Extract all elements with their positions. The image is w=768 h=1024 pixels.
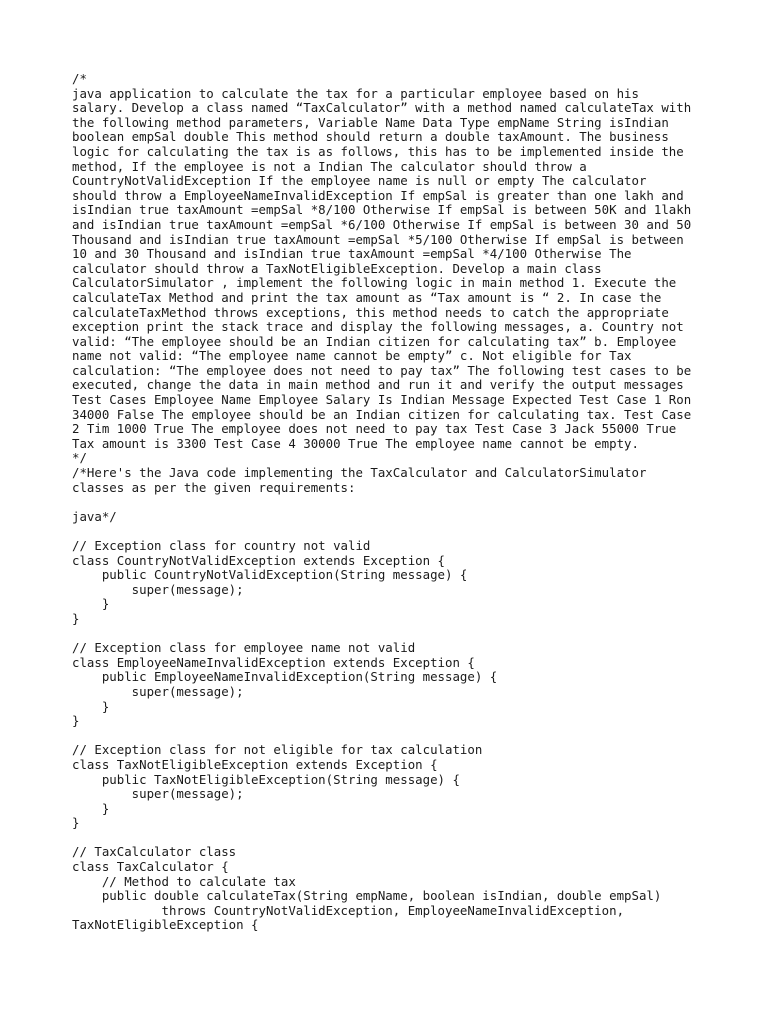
code-line: TaxNotEligibleException {	[72, 917, 259, 933]
code-line	[72, 831, 712, 846]
code-line: super(message);	[72, 581, 244, 597]
code-line: super(message);	[72, 786, 244, 802]
code-line: exception print the stack trace and display the following messages, a. Country not	[72, 319, 684, 335]
code-line: class CountryNotValidException extends Exception {	[72, 552, 445, 568]
code-line	[72, 524, 712, 539]
code-line: calculator should throw a TaxNotEligibleException. Develop a main class	[72, 260, 602, 276]
document-page	[72, 72, 712, 933]
code-line: /*	[72, 71, 87, 86]
code-line: }	[72, 800, 110, 816]
code-line: boolean empSal double This method should return a double taxAmount. The business	[72, 129, 669, 145]
code-line: class TaxCalculator {	[72, 859, 229, 875]
code-line	[72, 495, 712, 510]
code-line: // Exception class for employee name not valid	[72, 640, 416, 656]
code-line: // Exception class for country not valid	[72, 538, 371, 553]
code-line: method, If the employee is not a Indian The calculator should throw a	[72, 158, 587, 174]
code-line: calculation: “The employee does not need to pay tax” The following test cases to be	[72, 362, 692, 378]
code-line: 2 Tim 1000 True The employee does not need to pay tax Test Case 3 Jack 55000 True	[72, 421, 677, 437]
code-line: }	[72, 596, 110, 612]
code-line: */	[72, 450, 87, 466]
code-line: salary. Develop a class named “TaxCalculator” with a method named calculateTax with	[72, 100, 692, 116]
code-text-block	[72, 72, 712, 933]
code-line: public CountryNotValidException(String message) {	[72, 567, 468, 583]
code-line: 10 and 30 Thousand and isIndian true taxAmount =empSal *4/100 Otherwise The	[72, 246, 632, 262]
code-line: executed, change the data in main method and run it and verify the output messages	[72, 377, 684, 393]
code-line: CalculatorSimulator , implement the following logic in main method 1. Execute the	[72, 275, 677, 291]
code-line: // Exception class for not eligible for tax calculation	[72, 742, 483, 758]
code-line: valid: “The employee should be an Indian citizen for calculating tax” b. Employee	[72, 333, 677, 349]
code-line: public double calculateTax(String empName, boolean isIndian, double empSal)	[72, 888, 662, 904]
code-line: calculateTax Method and print the tax amount as “Tax amount is “ 2. In case the	[72, 289, 662, 305]
code-line: }	[72, 815, 80, 831]
code-line: isIndian true taxAmount =empSal *8/100 Otherwise If empSal is between 50K and 1lakh	[72, 202, 692, 218]
code-line: Test Cases Employee Name Employee Salary Is Indian Message Expected Test Case 1 Ron	[72, 392, 692, 408]
code-line: logic for calculating the tax is as follows, this has to be implemented inside the	[72, 143, 684, 159]
code-line: the following method parameters, Variable Name Data Type empName String isIndian	[72, 114, 669, 130]
code-line: name not valid: “The employee name cannot be empty” c. Not eligible for Tax	[72, 348, 632, 364]
code-line: java application to calculate the tax for a particular employee based on his	[72, 85, 639, 101]
code-line: /*Here's the Java code implementing the TaxCalculator and CalculatorSimulator	[72, 465, 647, 481]
code-line: java*/	[72, 508, 117, 524]
code-line: }	[72, 610, 80, 626]
code-line: class EmployeeNameInvalidException extends Exception {	[72, 654, 475, 670]
code-line: super(message);	[72, 683, 244, 699]
code-line: 34000 False The employee should be an Indian citizen for calculating tax. Test Case	[72, 406, 692, 422]
code-line: Tax amount is 3300 Test Case 4 30000 True The employee name cannot be empty.	[72, 435, 639, 451]
code-line: // TaxCalculator class	[72, 844, 237, 860]
code-line: class TaxNotEligibleException extends Exception {	[72, 756, 438, 772]
code-line: and isIndian true taxAmount =empSal *6/100 Otherwise If empSal is between 30 and 50	[72, 216, 692, 232]
code-line: Thousand and isIndian true taxAmount =empSal *5/100 Otherwise If empSal is between	[72, 231, 684, 247]
code-line: throws CountryNotValidException, EmployeeNameInvalidException,	[72, 902, 625, 918]
code-line: }	[72, 698, 110, 714]
code-line: public TaxNotEligibleException(String message) {	[72, 771, 460, 787]
code-line: // Method to calculate tax	[72, 873, 296, 889]
code-line	[72, 729, 712, 744]
code-line: public EmployeeNameInvalidException(String message) {	[72, 669, 498, 685]
code-line: }	[72, 713, 80, 729]
code-line: CountryNotValidException If the employee name is null or empty The calculator	[72, 173, 647, 189]
code-line: should throw a EmployeeNameInvalidException If empSal is greater than one lakh and	[72, 187, 684, 203]
code-line: classes as per the given requirements:	[72, 479, 356, 495]
code-line	[72, 627, 712, 642]
code-line: calculateTaxMethod throws exceptions, this method needs to catch the appropriate	[72, 304, 669, 320]
